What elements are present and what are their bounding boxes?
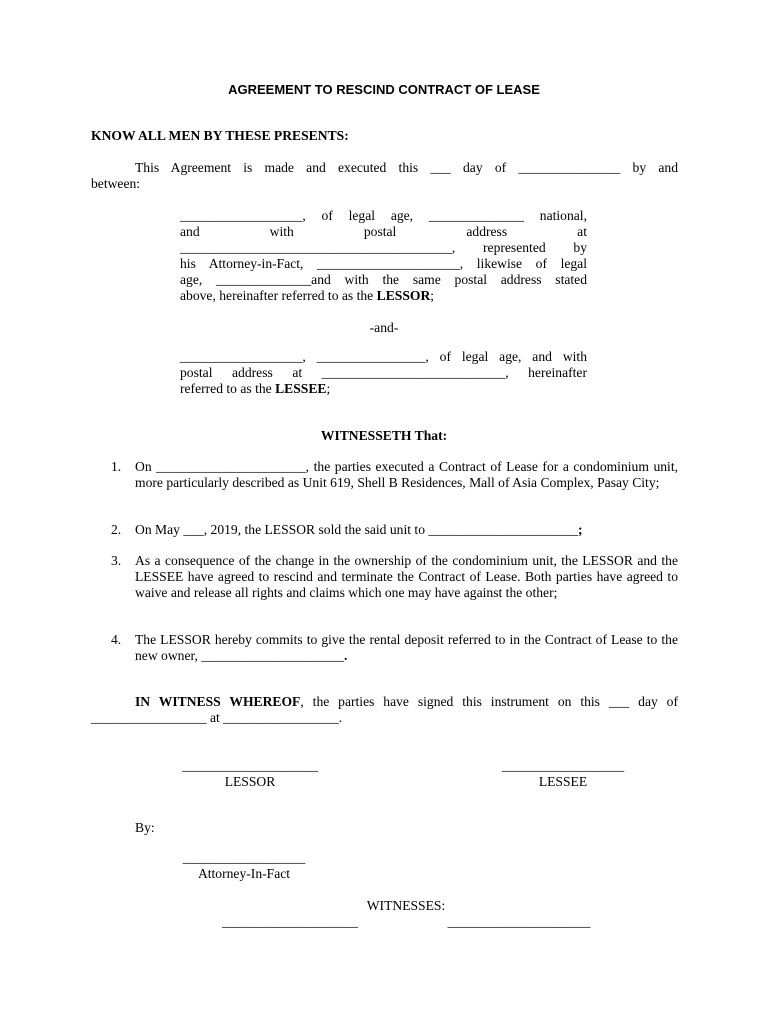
- lessor-line-6-text: above, hereinafter referred to as the: [180, 288, 377, 303]
- lessee-signature-label: LESSEE: [538, 774, 588, 789]
- lessee-line-3-end: ;: [326, 381, 331, 396]
- witnesses-label: WITNESSES:: [366, 898, 446, 913]
- lessee-line-3: [180, 381, 587, 397]
- clause-2: [111, 522, 678, 538]
- lessor-line-4: his Attorney-in-Fact, _____________________, likewise of legal: [180, 256, 587, 271]
- and-separator: -and-: [369, 320, 399, 335]
- clause-text-end: ;: [577, 522, 583, 537]
- know-all-heading: KNOW ALL MEN BY THESE PRESENTS:: [91, 128, 349, 143]
- lessor-term: LESSOR: [376, 288, 431, 303]
- lessor-signature-line: ____________________: [182, 758, 318, 773]
- lessee-line-2: postal address at ___________________________, hereinafter: [180, 365, 587, 380]
- intro-line-2: between:: [91, 176, 141, 191]
- attorney-signature-label: Attorney-In-Fact: [197, 866, 291, 881]
- by-label: By:: [135, 820, 155, 835]
- clause-text-wrap: [135, 522, 678, 538]
- lessee-term: LESSEE: [275, 381, 327, 396]
- lessee-line-3-text: referred to as the: [180, 381, 276, 396]
- clause-text: The LESSOR hereby commits to give the rental deposit referred to in the Contract of Lease to the new owner, _____________________: [135, 632, 678, 663]
- intro-paragraph: [91, 160, 678, 192]
- in-witness-text: , the parties have signed this instrument on this ___ day of _________________ at _________________.: [91, 694, 678, 725]
- lessor-line-1: __________________, of legal age, ______________ national,: [180, 208, 587, 223]
- clause-number: 3.: [111, 553, 122, 568]
- lessor-line-3: ________________________________________, represented by: [180, 240, 587, 255]
- lessor-party-block: [180, 208, 587, 304]
- lessee-line-1: __________________, ________________, of legal age, and with: [180, 349, 587, 364]
- lessor-signature-label: LESSOR: [224, 774, 276, 789]
- witness-1-signature-line: ____________________: [222, 914, 358, 929]
- clause-text: As a consequence of the change in the ownership of the condominium unit, the LESSOR and the LESSEE have agreed to rescind and terminate the Contract of Lease. Both parties have agreed to waive and release all rights and claims which one may have against the other;: [135, 553, 678, 600]
- clause-number: 4.: [111, 632, 122, 647]
- clause-number: 2.: [111, 522, 122, 537]
- witnesseth-heading: WITNESSETH That:: [320, 428, 448, 443]
- lessee-party-block: [180, 349, 587, 397]
- in-witness-bold: IN WITNESS WHEREOF: [135, 694, 301, 709]
- witness-2-signature-line: _____________________: [447, 914, 591, 929]
- lessor-signature-block: [170, 758, 330, 790]
- clause-text: On ______________________, the parties executed a Contract of Lease for a condominium unit, more particularly described as Unit 619, Shell B Residences, Mall of Asia Complex, Pasay City;: [135, 459, 678, 490]
- clause-4: [111, 632, 678, 664]
- intro-line-1: This Agreement is made and executed this ___ day of _______________ by and: [135, 160, 678, 175]
- lessor-line-6-end: ;: [430, 288, 435, 303]
- clause-text-wrap: [135, 632, 678, 664]
- clause-number: 1.: [111, 459, 122, 474]
- lessee-signature-block: [488, 758, 638, 790]
- document-title: AGREEMENT TO RESCIND CONTRACT OF LEASE: [228, 82, 540, 97]
- clause-1: [111, 459, 678, 491]
- clause-3: [111, 553, 678, 601]
- attorney-signature-block: [170, 850, 318, 882]
- attorney-signature-line: __________________: [182, 850, 306, 865]
- in-witness-paragraph: [91, 694, 678, 726]
- lessor-line-5: age, ______________and with the same postal address stated: [180, 272, 587, 287]
- lessee-signature-line: __________________: [501, 758, 625, 773]
- clause-text-end: .: [344, 648, 348, 663]
- clause-text: On May ___, 2019, the LESSOR sold the said unit to ______________________: [135, 522, 578, 537]
- lessor-line-2: and with postal address at: [180, 224, 587, 239]
- lessor-line-6: [180, 288, 587, 304]
